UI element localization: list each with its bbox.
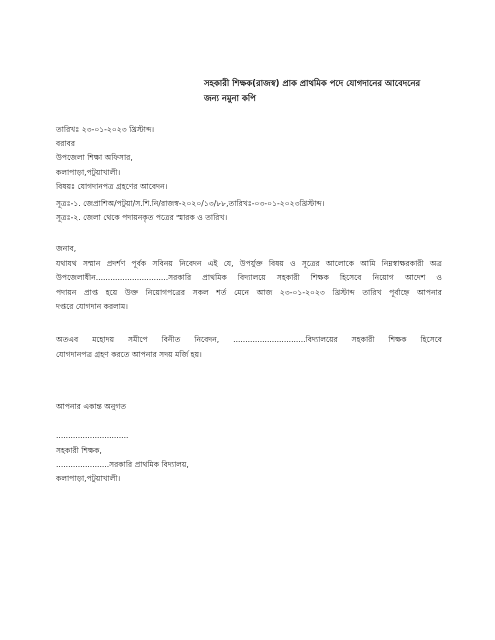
heading-line-2: জন্য নমুনা কপি: [204, 93, 256, 103]
signature-school: ......................সরকারি প্রাথমিক বিদ্যালয়,: [56, 460, 189, 469]
salutation: জনাব,: [56, 244, 77, 253]
body-paragraph-1-line-3: পদায়ন প্রাপ্ত হয়ে উক্ত নিয়োগপত্রের সকল শর্ত মেনে আজ ২৩-০১-২০২৩ খ্রিস্টাব্দ তারিখ পূর্বাহ্নে আপনার: [56, 288, 442, 297]
signature-dots: ..............................: [56, 431, 129, 440]
heading-line-1: সহকারী শিক্ষক(রাজস্ব) প্রাক প্রাথমিক পদে যোগদানের আবেদনের: [204, 78, 421, 88]
body-paragraph-1-line-2: উপজেলাধীন..............................সরকারি প্রাথমিক বিদ্যালয়ে সহকারী শিক্ষক হিসেবে নিয়োগ আদেশ ও: [56, 273, 442, 282]
signature-address: কলাপাড়া,পটুয়াখালী।: [56, 474, 121, 483]
closing-line: আপনার একান্ত অনুগত: [56, 402, 127, 411]
signature-title: সহকারী শিক্ষক,: [56, 446, 102, 455]
letter-date: তারিখঃ ২৩-০১-২০২৩ খ্রিস্টাব্দ।: [56, 125, 155, 134]
recipient-title: উপজেলা শিক্ষা অফিসার,: [56, 153, 133, 162]
body-paragraph-1-line-1: যথাযথ সম্মান প্রদর্শণ পূর্বক সবিনয় নিবেদন এই যে, উপর্যুক্ত বিষয় ও সূত্রের আলোকে আমি নিম্নস্বাক্ষরকারী অত্র: [56, 259, 442, 268]
to-label: বরাবর: [56, 139, 76, 148]
recipient-address: কলাপাড়া,পটুয়াখালী।: [56, 168, 121, 177]
body-paragraph-2-line-1: অতএব মহোদয় সমীপে বিনীত নিবেদন, ..............................বিদ্যালয়ের সহকারী শিক্ষক হিসেবে: [56, 335, 442, 344]
body-paragraph-1-line-4: দপ্তরে যোগদান করলাম।: [56, 302, 128, 311]
body-paragraph-2-line-2: যোগদানপত্র গ্রহণ করতে আপনার সদয় মর্জি হয়।: [56, 350, 202, 359]
reference-1: সূত্রঃ-১. জেপ্রাশিঅ/পটুয়া/স.শি.নি/রাজস্ব-২০২০/১৩/৮৮,তারিখঃ-০৩-০১-২০২৩খ্রিস্টাব্দ।: [56, 199, 325, 208]
reference-2: সূত্রঃ-২. জেলা থেকে পদায়নকৃত পত্রের স্মারক ও তারিখ।: [56, 213, 228, 222]
subject-line: বিষয়ঃ যোগদানপত্র গ্রহণের আবেদন।: [56, 182, 168, 191]
